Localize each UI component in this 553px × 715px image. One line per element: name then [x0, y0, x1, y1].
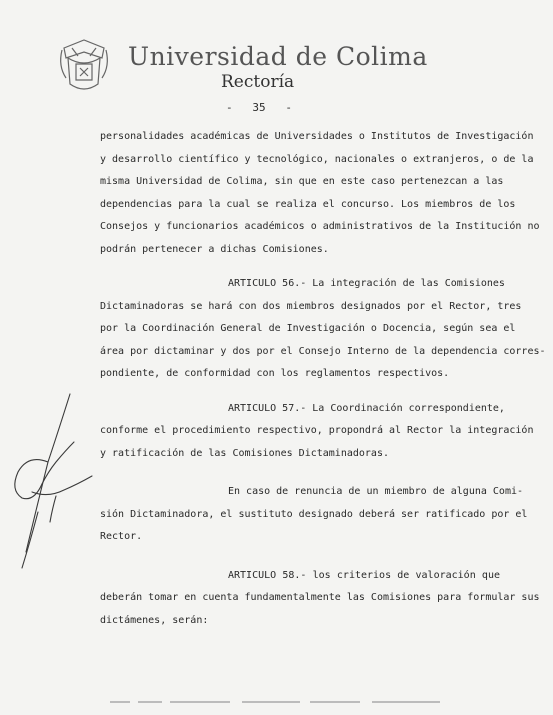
- text-line: ARTICULO 57.- La Coordinación correspondiente,: [228, 402, 505, 414]
- paragraph-articulo-56: [100, 273, 546, 386]
- page-number-value: 35: [252, 101, 266, 114]
- text-line: y desarrollo científico y tecnológico, nacionales o extranjeros, o de la: [100, 153, 534, 165]
- text-line: y ratificación de las Comisiones Dictaminadoras.: [100, 447, 389, 459]
- text-line: conforme el procedimiento respectivo, propondrá al Rector la integración: [100, 425, 534, 436]
- university-seal-icon: [58, 38, 110, 96]
- text-line: ARTICULO 56.- La integración de las Comisiones: [228, 278, 505, 289]
- page-number-dash-left: -: [226, 101, 233, 114]
- text-line: Rector.: [100, 531, 143, 542]
- scan-artifact: [110, 700, 440, 704]
- text-line: área por dictaminar y dos por el Consejo Interno de la dependencia corres-: [100, 345, 546, 357]
- text-line: personalidades académicas de Universidades o Institutos de Investigación: [100, 131, 534, 142]
- text-line: ARTICULO 58.- los criterios de valoración que: [228, 569, 500, 581]
- text-line: por la Coordinación General de Investigación o Docencia, según sea el: [100, 323, 516, 334]
- paragraph-articulo-58: [100, 565, 540, 633]
- text-line: podrán pertenecer a dichas Comisiones.: [100, 243, 329, 255]
- paragraph-continuation: [100, 126, 540, 261]
- handwritten-signature: [8, 392, 98, 582]
- text-line: sión Dictaminadora, el sustituto designado deberá ser ratificado por el: [100, 508, 528, 520]
- university-name: Universidad de Colima: [128, 42, 428, 71]
- paragraph-articulo-57: [100, 398, 534, 466]
- text-line: dictámenes, serán:: [100, 614, 209, 626]
- text-line: dependencias para la cual se realiza el concurso. Los miembros de los: [100, 198, 516, 210]
- paragraph-renuncia: [100, 481, 528, 549]
- text-line: Dictaminadoras se hará con dos miembros designados por el Rector, tres: [100, 300, 522, 312]
- office-name: Rectoría: [221, 72, 295, 92]
- text-line: En caso de renuncia de un miembro de alguna Comi-: [228, 486, 524, 497]
- text-line: deberán tomar en cuenta fundamentalmente las Comisiones para formular sus: [100, 592, 540, 603]
- text-line: Consejos y funcionarios académicos o administrativos de la Institución no: [100, 221, 540, 232]
- page-number-dash-right: -: [285, 101, 292, 114]
- text-line: misma Universidad de Colima, sin que en este caso pertenezcan a las: [100, 176, 504, 187]
- text-line: pondiente, de conformidad con los reglamentos respectivos.: [100, 368, 450, 379]
- document-body: [100, 126, 546, 632]
- page-number: [226, 101, 292, 114]
